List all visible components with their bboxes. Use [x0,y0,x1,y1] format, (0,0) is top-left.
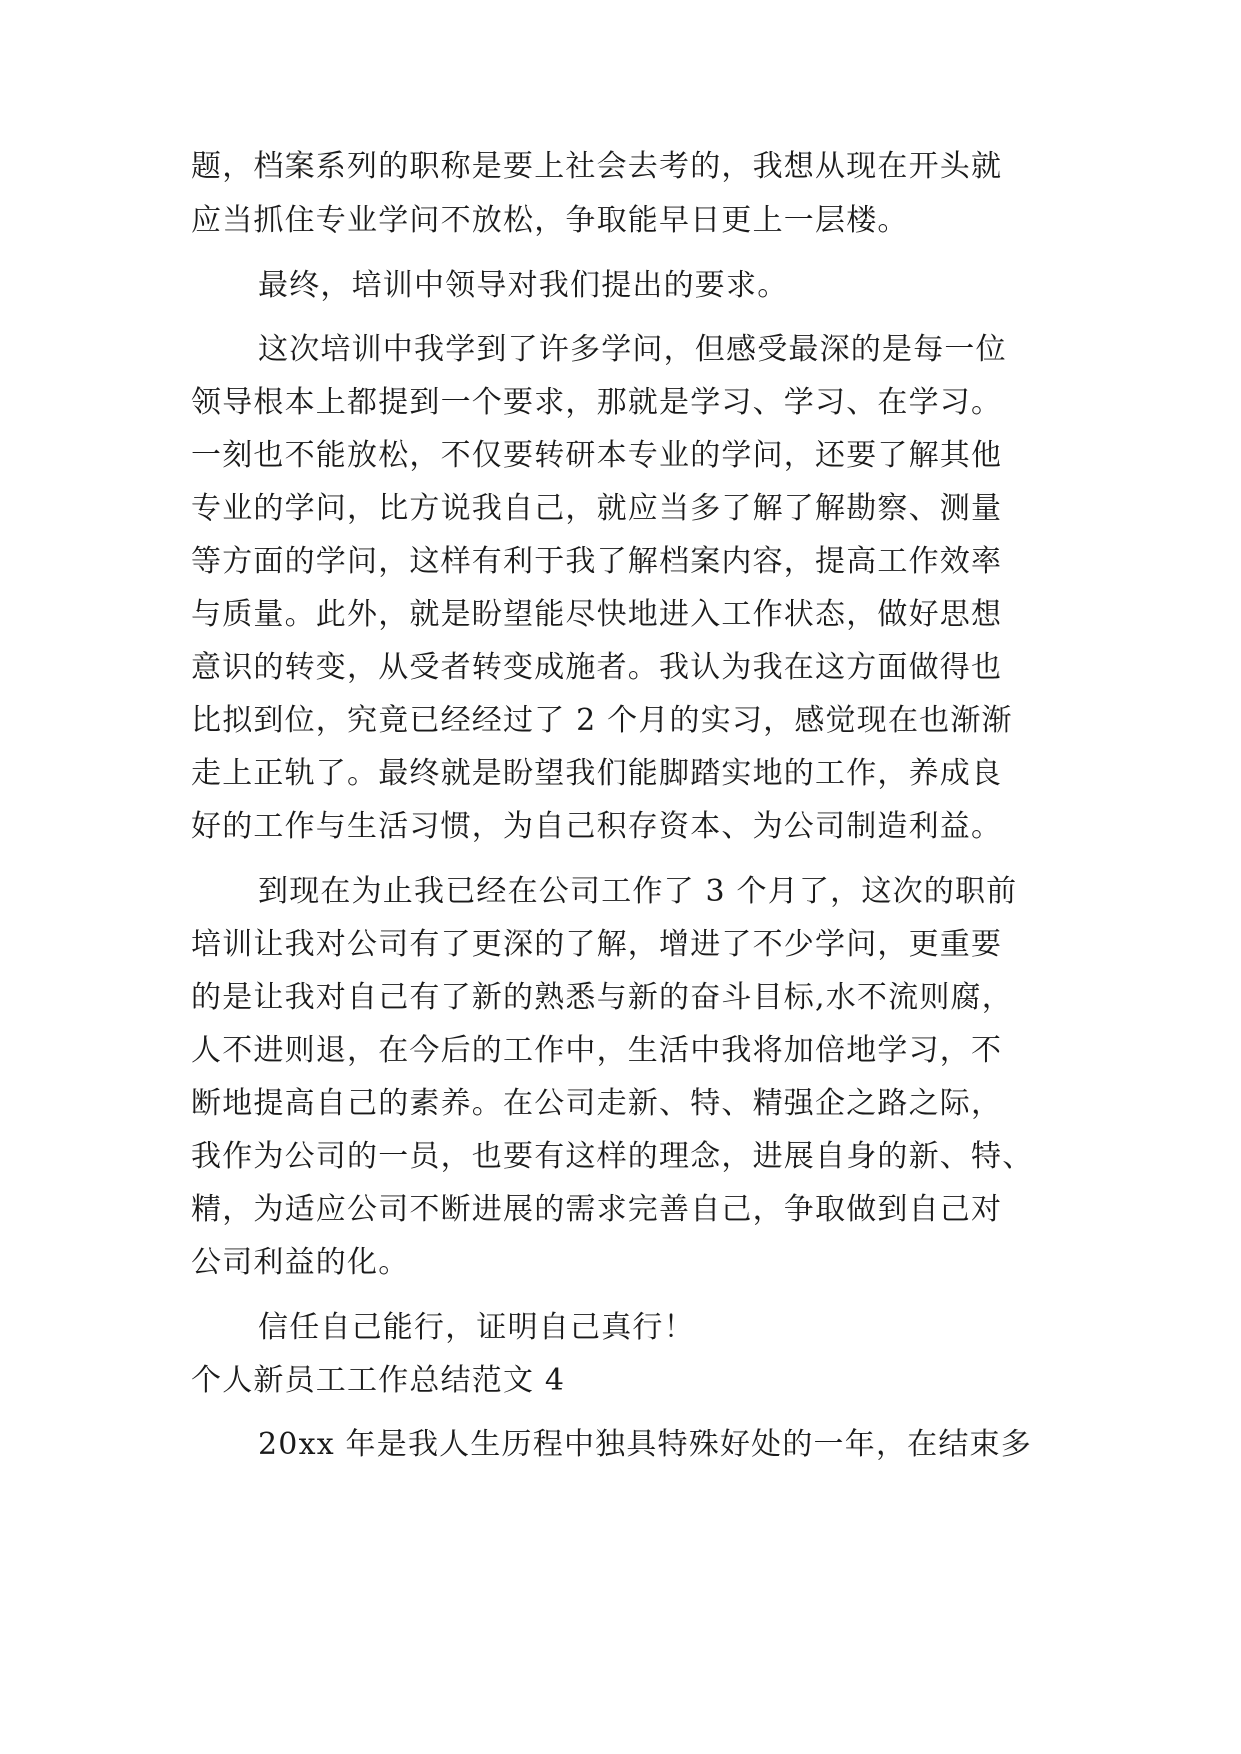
paragraph-line: 到现在为止我已经在公司工作了 3 个月了，这次的职前 [258,874,1018,909]
text-line: 等方面的学问，这样有利于我了解档案内容，提高工作效率 [191,544,1003,579]
text-line: 与质量。此外，就是盼望能尽快地进入工作状态，做好思想 [191,597,1003,632]
text-line: 一刻也不能放松，不仅要转研本专业的学问，还要了解其他 [191,438,1003,473]
text-line: 精，为适应公司不断进展的需求完善自己，争取做到自己对 [191,1192,1003,1227]
text-line: 题，档案系列的职称是要上社会去考的，我想从现在开头就 [191,149,1003,184]
paragraph-line: 20xx 年是我人生历程中独具特殊好处的一年，在结束多 [258,1427,1032,1462]
text-line: 走上正轨了。最终就是盼望我们能脚踏实地的工作，养成良 [191,756,1003,791]
text-line: 断地提高自己的素养。在公司走新、特、精强企之路之际， [191,1086,1003,1121]
paragraph-line: 信任自己能行，证明自己真行！ [258,1310,695,1345]
text-line: 培训让我对公司有了更深的了解，增进了不少学问，更重要 [191,927,1003,962]
paragraph-line: 这次培训中我学到了许多学问，但感受最深的是每一位 [258,332,1007,367]
text-line: 的是让我对自己有了新的熟悉与新的奋斗目标,水不流则腐， [191,980,1013,1015]
text-line: 好的工作与生活习惯，为自己积存资本、为公司制造利益。 [191,809,1003,844]
section-heading: 个人新员工工作总结范文 4 [191,1363,566,1398]
paragraph-line: 最终，培训中领导对我们提出的要求。 [258,268,789,303]
text-line: 人不进则退，在今后的工作中，生活中我将加倍地学习，不 [191,1033,1003,1068]
text-line: 领导根本上都提到一个要求，那就是学习、学习、在学习。 [191,385,1003,420]
text-line: 专业的学问，比方说我自己，就应当多了解了解勘察、测量 [191,491,1003,526]
text-line: 比拟到位，究竟已经经过了 2 个月的实习，感觉现在也渐渐 [191,703,1013,738]
text-line: 公司利益的化。 [191,1245,410,1280]
text-line: 我作为公司的一员，也要有这样的理念，进展自身的新、特、 [191,1139,1034,1174]
text-line: 意识的转变，从受者转变成施者。我认为我在这方面做得也 [191,650,1003,685]
text-line: 应当抓住专业学问不放松，争取能早日更上一层楼。 [191,203,909,238]
